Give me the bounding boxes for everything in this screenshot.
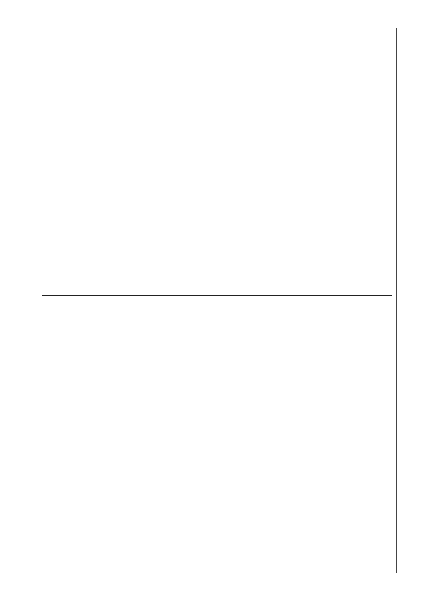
header-rule xyxy=(396,28,397,573)
section-divider xyxy=(42,295,392,296)
